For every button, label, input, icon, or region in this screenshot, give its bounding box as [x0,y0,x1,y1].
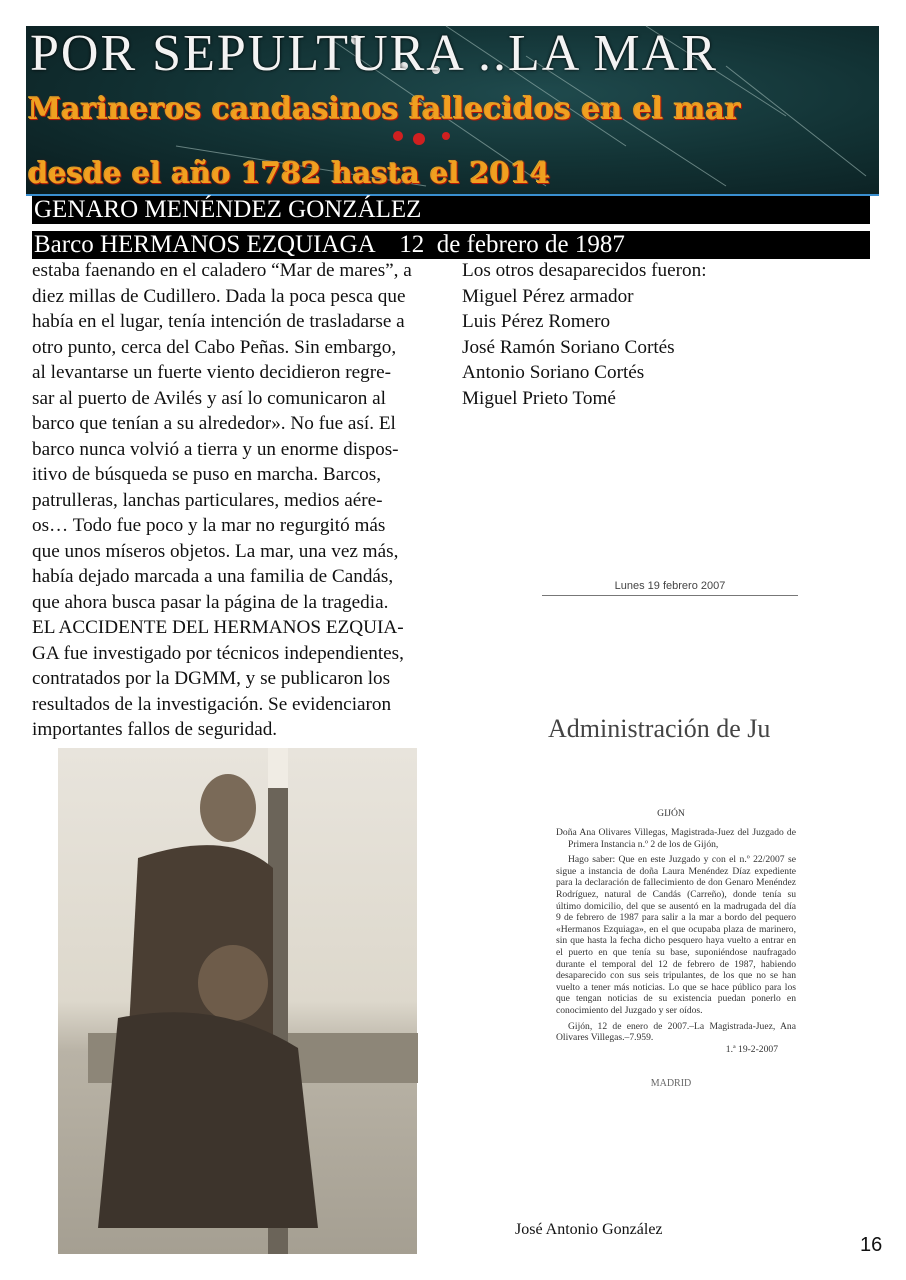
missing-person: Los otros desaparecidos fueron: [462,260,707,281]
page-number: 16 [860,1234,883,1256]
article-line: itivo de búsqueda se puso en marcha. Barcos, [32,464,382,485]
clipping-ref: 1.ª 19-2-2007 [725,1043,778,1055]
clipping-section: Administración de Ju [548,714,771,743]
clipping-next-section: MADRID [650,1078,692,1089]
article-line: importantes fallos de seguridad. [32,719,278,740]
article-line: GA fue investigado por técnicos independientes, [32,642,404,664]
article-line: al levantarse un fuerte viento decidieron regre- [32,362,392,383]
clipping-city: GIJÓN [657,808,685,819]
banner-subtitle-2: desde el año 1782 hasta el 2014 [28,156,551,190]
article-line: contratados por la DGMM, y se publicaron los [32,668,391,689]
missing-person: Miguel Pérez armador [462,285,634,307]
boat-heading: Barco HERMANOS EZQUIAGA 12 de febrero de 1987 [32,231,870,259]
article-line: patrulleras, lanchas particulares, medios aére- [32,489,383,511]
clipping-date: Lunes 19 febrero 2007 [542,580,798,596]
missing-person: Antonio Soriano Cortés [462,362,645,383]
article-line: diez millas de Cudillero. Dada la poca pesca que [32,285,406,307]
article-line: que unos míseros objetos. La mar, una vez más, [32,540,399,562]
missing-person: José Ramón Soriano Cortés [462,336,675,358]
article-line: sar al puerto de Avilés y así lo comunicaron al [32,387,386,409]
header-banner [26,26,879,196]
article-line: otro punto, cerca del Cabo Peñas. Sin embargo, [32,336,397,358]
missing-person: Miguel Prieto Tomé [462,387,616,409]
newspaper-clipping [540,580,802,1089]
missing-person: Luis Pérez Romero [462,311,611,332]
article-line: barco que tenían a su alrededor». No fue así. El [32,413,396,434]
banner-title: POR SEPULTURA ..LA MAR [30,25,718,82]
article-line: había en el lugar, tenía intención de trasladarse a [32,311,405,332]
article-text [32,258,412,743]
clipping-signature: Gijón, 12 de enero de 2007.–La Magistrada-Juez, Ana Olivares Villegas.–7.959. [556,1020,796,1044]
article-line: había dejado marcada a una familia de Candás, [32,566,394,587]
author: José Antonio González [515,1221,663,1238]
banner-subtitle: Marineros candasinos fallecidos en el mar [28,92,741,127]
clipping-paragraph: Hago saber: Que en este Juzgado y con el n.º 22/2007 se sigue a instancia de doña Laura Menéndez Díaz expediente para la declaración de fallecimiento de don Genaro Menéndez Rodríguez, natural de Candás (Carreño), donde tenía su último domicilio, del que se ausentó en la madrugada del día 9 de febrero de 1987 para salir a la mar a bordo del pequero «Hermanos Ezquiaga», en el que ocupaba plaza de marinero, sin que hasta la fecha dicho pesquero haya vuelto a entrar en el puerto en que tenía su base, suponiéndose naufragado durante el temporal del 12 de febrero de 1987, habiendo desaparecido con sus seis tripulantes, de los que no se han vuelto a tener más noticias. Lo que se hace público para los que tengan noticias de su existencia puedan ponerlo en conocimiento del Juzgado y ser oídos. [556,854,796,1016]
article-line: os… Todo fue poco y la mar no regurgitó más [32,515,386,536]
article-line: estaba faenando en el caladero “Mar de mares”, a [32,260,412,281]
clipping-paragraph: Doña Ana Olivares Villegas, Magistrada-Juez del Juzgado de Primera Instancia n.º 2 de los de Gijón, [556,827,796,850]
sailor-name: GENARO MENÉNDEZ GONZÁLEZ [32,196,870,224]
missing-list [462,258,707,411]
photo-two-boys [58,748,417,1254]
article-line: resultados de la investigación. Se evidenciaron [32,693,392,715]
article-line: que ahora busca pasar la página de la tragedia. [32,591,389,613]
article-line: barco nunca volvió a tierra y un enorme dispos- [32,438,399,460]
article-line: EL ACCIDENTE DEL HERMANOS EZQUIA- [32,617,404,638]
